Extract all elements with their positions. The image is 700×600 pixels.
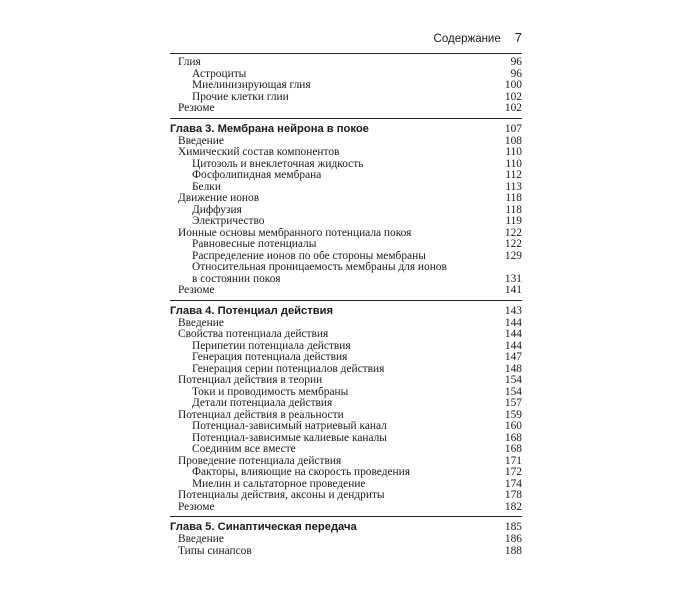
toc-entry-title: Генерация серии потенциалов действия xyxy=(192,363,385,375)
toc-entry-page: 129 xyxy=(504,249,522,262)
toc-entry-page: 112 xyxy=(505,169,522,181)
toc-entry-page: 113 xyxy=(505,180,522,193)
toc-entry-title: Резюме xyxy=(178,285,215,296)
toc-entry-title: Свойства потенциала действия xyxy=(178,329,329,340)
toc-entry-title: Миелин и сальтаторное проведение xyxy=(192,478,366,490)
toc-entry-title: Проведение потенциала действия xyxy=(178,455,342,467)
toc-entry xyxy=(170,534,522,546)
toc-entry-page: 185 xyxy=(504,521,522,533)
toc-entry xyxy=(170,69,522,81)
toc-entry xyxy=(170,205,522,217)
toc-entry-title: Химический состав компонентов xyxy=(178,147,340,158)
toc-entry xyxy=(170,193,522,205)
toc-entry xyxy=(170,159,522,171)
toc-entry-title: Факторы, влияющие на скорость проведения xyxy=(192,467,410,478)
toc-entry-title: Резюме xyxy=(178,501,215,513)
toc-entry xyxy=(170,147,522,159)
toc-chapter-heading xyxy=(170,118,522,135)
toc-entry-page: 118 xyxy=(505,192,522,204)
toc-entry xyxy=(170,329,522,341)
toc-entry-title: Типы синапсов xyxy=(178,545,252,557)
toc-entry-page: 174 xyxy=(504,477,522,490)
toc-entry-page: 168 xyxy=(504,431,522,444)
toc-entry-title: Потенциал-зависимые калиевые каналы xyxy=(192,432,387,444)
toc-entry-title: Равновесные потенциалы xyxy=(192,239,317,250)
toc-chapter-heading xyxy=(170,516,522,533)
toc-entry-title: Белки xyxy=(192,181,221,193)
toc-entry-page: 182 xyxy=(504,500,522,513)
toc-entry-title: Резюме xyxy=(178,103,215,114)
toc-entry-title: Электричество xyxy=(192,216,265,227)
toc-entry xyxy=(170,364,522,376)
toc-entry-page: 118 xyxy=(505,203,522,216)
toc-entry-title: Потенциал действия в реальности xyxy=(178,409,344,421)
toc-entry-page: 186 xyxy=(504,533,522,545)
toc-entry-page: 107 xyxy=(504,122,522,135)
toc-entry xyxy=(170,170,522,182)
toc-entry-title: Соединим все вместе xyxy=(192,444,296,455)
toc-entry xyxy=(170,318,522,330)
toc-entry-title: Глава 5. Синаптическая передача xyxy=(170,521,357,533)
toc-entry xyxy=(170,341,522,353)
table-of-contents xyxy=(170,57,522,557)
toc-entry-page: 102 xyxy=(504,90,522,103)
toc-entry-page: 172 xyxy=(504,466,522,478)
toc-entry-title: Фосфолипидная мембрана xyxy=(192,170,322,181)
toc-entry xyxy=(170,136,522,148)
toc-entry-page: 159 xyxy=(504,408,522,421)
toc-entry xyxy=(170,456,522,468)
toc-entry xyxy=(170,262,522,274)
toc-entry-page: 144 xyxy=(504,316,522,329)
toc-entry-title: Цитозоль и внеклеточная жидкость xyxy=(192,158,364,170)
toc-entry-page: 122 xyxy=(504,238,522,250)
toc-entry-title: Перипетии потенциала действия xyxy=(192,340,351,352)
toc-entry xyxy=(170,387,522,399)
toc-entry xyxy=(170,285,522,297)
toc-entry-title: Астроциты xyxy=(192,68,247,80)
toc-entry xyxy=(170,502,522,514)
toc-entry xyxy=(170,228,522,240)
toc-entry-title: Относительная проницаемость мембраны для ионов xyxy=(192,262,447,273)
toc-entry-title: Глава 3. Мембрана нейрона в покое xyxy=(170,122,369,135)
toc-entry-page: 100 xyxy=(504,79,522,91)
toc-entry-page: 168 xyxy=(504,443,522,455)
toc-entry-page: 131 xyxy=(504,272,522,285)
header-title: Содержание xyxy=(433,33,501,45)
toc-entry xyxy=(170,251,522,263)
toc-entry xyxy=(170,352,522,364)
toc-entry-page: 171 xyxy=(504,454,522,467)
toc-entry xyxy=(170,398,522,410)
header-rule xyxy=(170,53,522,54)
toc-entry-title: Введение xyxy=(178,135,224,147)
header-page-number: 7 xyxy=(514,30,522,45)
toc-entry-page: 141 xyxy=(504,284,522,296)
toc-entry-page: 154 xyxy=(504,374,522,386)
toc-entry-page: 122 xyxy=(504,226,522,239)
toc-entry-page: 178 xyxy=(504,489,522,501)
toc-entry-title: Движение ионов xyxy=(178,193,260,204)
toc-entry-page: 119 xyxy=(505,215,522,227)
toc-entry xyxy=(170,375,522,387)
toc-entry-page: 110 xyxy=(505,146,522,158)
toc-entry-title: Генерация потенциала действия xyxy=(192,352,348,363)
toc-entry-title: Введение xyxy=(178,534,224,545)
toc-entry-page: 102 xyxy=(504,102,522,114)
toc-entry xyxy=(170,444,522,456)
toc-entry xyxy=(170,546,522,558)
toc-entry xyxy=(170,490,522,502)
toc-entry-page: 147 xyxy=(504,351,522,363)
toc-entry xyxy=(170,479,522,491)
toc-entry xyxy=(170,103,522,115)
toc-entry xyxy=(170,410,522,422)
toc-entry-page: 188 xyxy=(504,544,522,557)
toc-entry-page: 144 xyxy=(504,328,522,340)
toc-entry xyxy=(170,274,522,286)
toc-entry-page: 110 xyxy=(505,157,522,170)
toc-chapter-heading xyxy=(170,300,522,317)
toc-entry-page: 148 xyxy=(504,362,522,375)
toc-entry xyxy=(170,57,522,69)
toc-entry-page: 143 xyxy=(504,304,522,317)
toc-entry xyxy=(170,92,522,104)
toc-entry-page: 157 xyxy=(504,397,522,409)
toc-entry xyxy=(170,421,522,433)
toc-entry-title: Миелинизирующая глия xyxy=(192,80,311,91)
toc-entry-title: Глава 4. Потенциал действия xyxy=(170,304,334,317)
toc-entry-page: 160 xyxy=(504,420,522,432)
toc-entry-title: Глия xyxy=(178,57,201,68)
toc-entry-title: Потенциалы действия, аксоны и дендриты xyxy=(178,490,385,501)
toc-entry-title: Прочие клетки глии xyxy=(192,91,289,103)
toc-entry-title: Токи и проводимость мембраны xyxy=(192,386,349,398)
running-header xyxy=(170,30,522,52)
toc-entry xyxy=(170,216,522,228)
toc-entry-title: Потенциал-зависимый натриевый канал xyxy=(192,421,387,432)
toc-entry-page: 108 xyxy=(504,134,522,147)
toc-entry-title: Детали потенциала действия xyxy=(192,398,333,409)
toc-entry-page: 144 xyxy=(504,339,522,352)
toc-entry-title: Диффузия xyxy=(192,204,242,216)
toc-entry-title: Введение xyxy=(178,317,224,329)
toc-entry xyxy=(170,433,522,445)
toc-entry xyxy=(170,239,522,251)
toc-entry-title: Распределение ионов по обе стороны мембраны xyxy=(192,250,426,262)
toc-entry-page: 96 xyxy=(510,56,522,68)
toc-entry xyxy=(170,80,522,92)
toc-entry-title: Потенциал действия в теории xyxy=(178,375,323,386)
toc-entry-page: 96 xyxy=(510,67,522,80)
toc-entry-title: Ионные основы мембранного потенциала покоя xyxy=(178,227,412,239)
toc-entry xyxy=(170,467,522,479)
toc-entry-title: в состоянии покоя xyxy=(192,273,281,285)
toc-entry-page: 154 xyxy=(504,385,522,398)
toc-entry xyxy=(170,182,522,194)
